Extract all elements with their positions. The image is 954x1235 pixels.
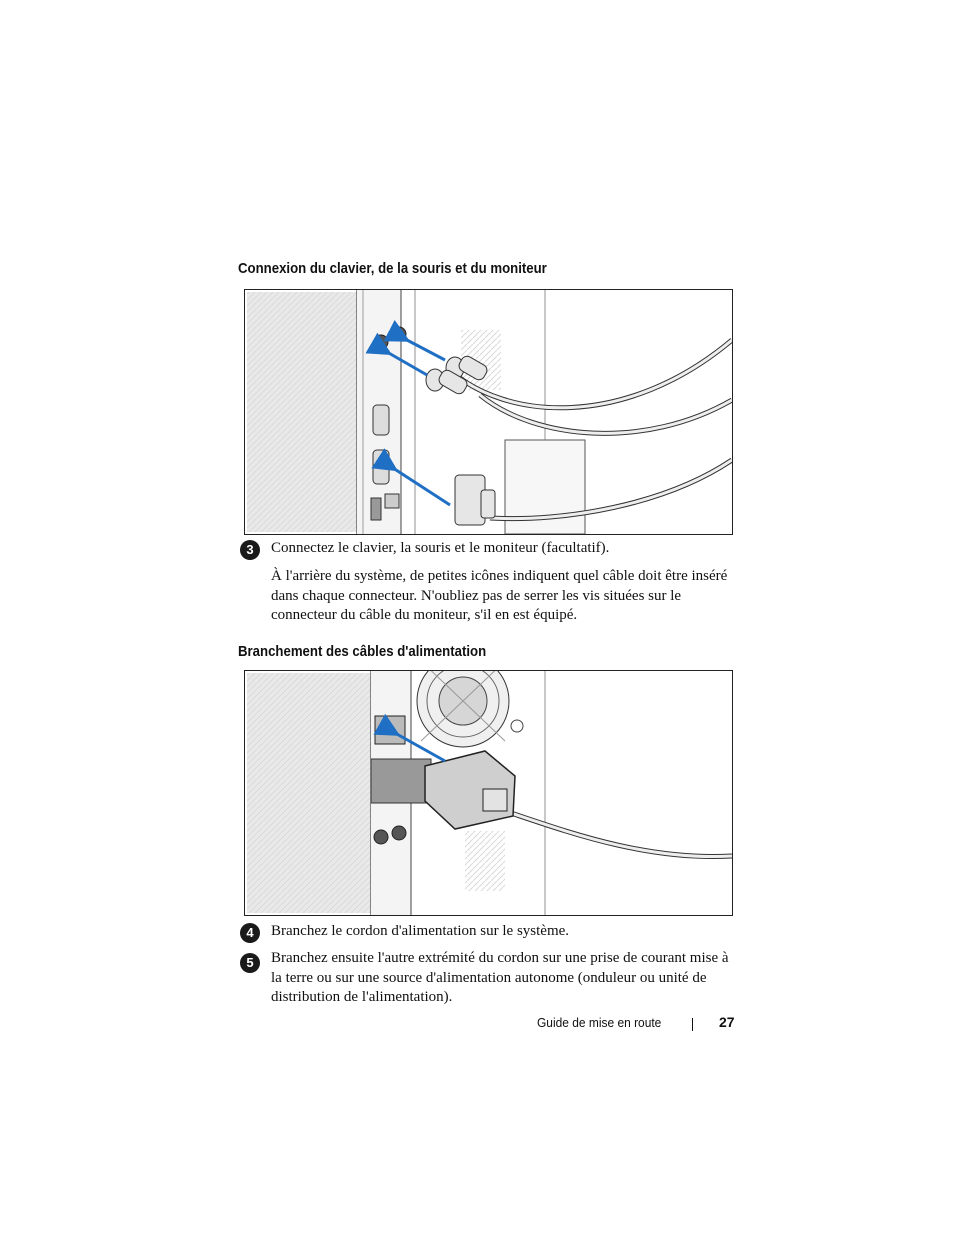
page-number: 27 [719, 1014, 735, 1030]
step-number-badge: 3 [240, 540, 260, 560]
step-note: À l'arrière du système, de petites icônes indiquent quel câble doit être inséré dans chaque connecteur. N'oubliez pas de serrer les vis situées sur le connecteur du câble du moniteur, s'il en est équipé. [271, 568, 728, 623]
section-heading-keyboard-mouse-monitor: Connexion du clavier, de la souris et du moniteur [238, 260, 547, 277]
illustration-power-connection [245, 671, 732, 915]
footer-separator [692, 1018, 693, 1031]
step-number-badge: 5 [240, 953, 260, 973]
section-heading-power-cables: Branchement des câbles d'alimentation [238, 643, 487, 660]
illustration-rear-panel-cables [245, 290, 732, 534]
step-text: Connectez le clavier, la souris et le moniteur (facultatif). [271, 540, 610, 556]
footer-guide-title: Guide de mise en route [537, 1015, 662, 1030]
step-text: Branchez le cordon d'alimentation sur le système. [271, 923, 570, 939]
step-text: Branchez ensuite l'autre extrémité du cordon sur une prise de courant mise à la terre ou sur une source d'alimentation autonome (onduleur ou unité de distribution de l'alimentation). [271, 950, 729, 1005]
figure-keyboard-mouse-monitor [244, 289, 733, 535]
figure-power-cable [244, 670, 733, 916]
step-number-badge: 4 [240, 923, 260, 943]
